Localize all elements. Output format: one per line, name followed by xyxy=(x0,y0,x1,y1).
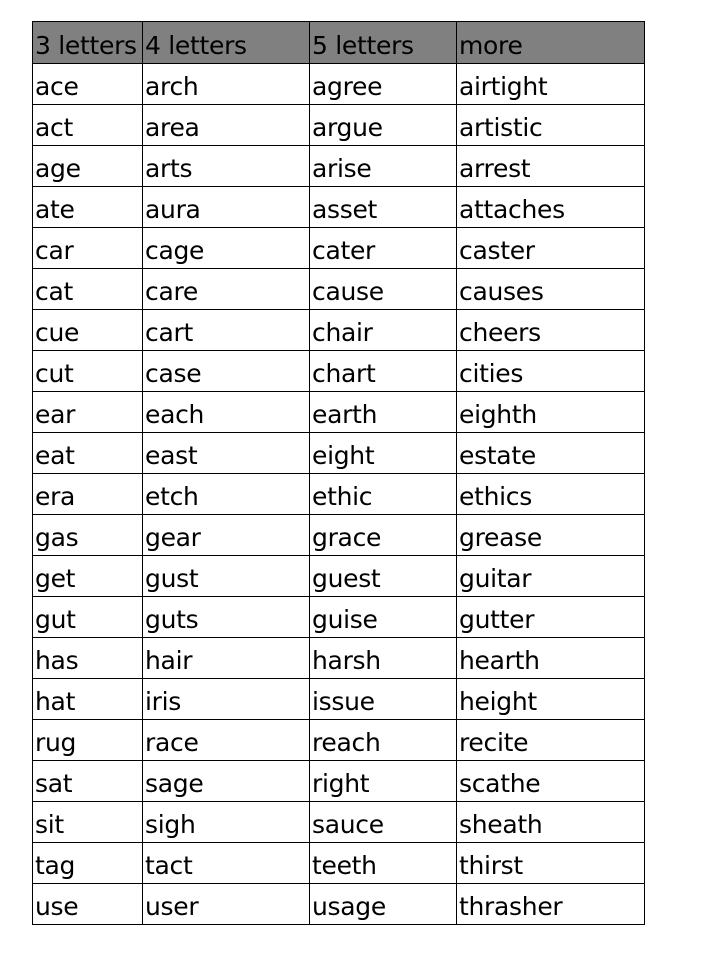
word-text: get xyxy=(35,564,76,593)
word-cell-4-letters xyxy=(143,269,310,310)
word-cell-4-letters xyxy=(143,228,310,269)
table-row xyxy=(33,556,645,597)
word-cell-3-letters xyxy=(33,597,143,638)
word-text: user xyxy=(145,892,199,921)
word-text: agree xyxy=(312,72,383,101)
word-cell-5-letters xyxy=(310,105,457,146)
word-cell-5-letters xyxy=(310,187,457,228)
word-text: race xyxy=(145,728,199,757)
word-text: grace xyxy=(312,523,382,552)
word-text: hair xyxy=(145,646,193,675)
word-cell-3-letters xyxy=(33,802,143,843)
word-cell-3-letters xyxy=(33,720,143,761)
word-text: case xyxy=(145,359,202,388)
word-cell-more xyxy=(457,228,645,269)
word-cell-more xyxy=(457,884,645,925)
word-text: cheers xyxy=(459,318,541,347)
word-cell-4-letters xyxy=(143,187,310,228)
table-row xyxy=(33,843,645,884)
table-body xyxy=(33,64,645,925)
word-cell-5-letters xyxy=(310,269,457,310)
word-cell-more xyxy=(457,556,645,597)
word-cell-5-letters xyxy=(310,515,457,556)
word-cell-more xyxy=(457,146,645,187)
word-cell-4-letters xyxy=(143,146,310,187)
table-row xyxy=(33,884,645,925)
word-cell-3-letters xyxy=(33,228,143,269)
table-row xyxy=(33,228,645,269)
word-text: height xyxy=(459,687,537,716)
word-cell-more xyxy=(457,802,645,843)
word-cell-3-letters xyxy=(33,638,143,679)
word-text: arch xyxy=(145,72,199,101)
word-cell-4-letters xyxy=(143,638,310,679)
word-text: area xyxy=(145,113,200,142)
word-cell-4-letters xyxy=(143,351,310,392)
table-row xyxy=(33,392,645,433)
word-text: gas xyxy=(35,523,79,552)
word-text: issue xyxy=(312,687,375,716)
word-text: era xyxy=(35,482,76,511)
word-text: aura xyxy=(145,195,201,224)
word-text: hearth xyxy=(459,646,540,675)
word-cell-more xyxy=(457,187,645,228)
word-cell-more xyxy=(457,64,645,105)
word-cell-3-letters xyxy=(33,761,143,802)
word-text: tact xyxy=(145,851,193,880)
table-row xyxy=(33,269,645,310)
word-text: earth xyxy=(312,400,378,429)
word-text: cat xyxy=(35,277,73,306)
word-cell-5-letters xyxy=(310,720,457,761)
header-row xyxy=(33,22,645,64)
table-row xyxy=(33,679,645,720)
word-text: use xyxy=(35,892,79,921)
word-text: cage xyxy=(145,236,205,265)
word-cell-4-letters xyxy=(143,433,310,474)
word-cell-4-letters xyxy=(143,761,310,802)
header-cell-4-letters: 4 letters xyxy=(143,22,310,64)
word-cell-5-letters xyxy=(310,474,457,515)
word-text: east xyxy=(145,441,198,470)
word-text: arrest xyxy=(459,154,531,183)
word-text: thrasher xyxy=(459,892,563,921)
word-cell-4-letters xyxy=(143,105,310,146)
word-text: car xyxy=(35,236,74,265)
word-text: cause xyxy=(312,277,384,306)
table-row xyxy=(33,351,645,392)
word-text: each xyxy=(145,400,205,429)
word-cell-more xyxy=(457,433,645,474)
word-text: ethics xyxy=(459,482,532,511)
word-cell-3-letters xyxy=(33,269,143,310)
word-text: has xyxy=(35,646,79,675)
header-cell-5-letters: 5 letters xyxy=(310,22,457,64)
word-cell-3-letters xyxy=(33,884,143,925)
table-row xyxy=(33,187,645,228)
word-cell-more xyxy=(457,105,645,146)
word-cell-5-letters xyxy=(310,433,457,474)
word-cell-5-letters xyxy=(310,843,457,884)
word-text: thirst xyxy=(459,851,523,880)
word-text: chair xyxy=(312,318,373,347)
word-cell-more xyxy=(457,720,645,761)
word-cell-4-letters xyxy=(143,884,310,925)
table-row xyxy=(33,802,645,843)
word-text: scathe xyxy=(459,769,541,798)
word-text: asset xyxy=(312,195,378,224)
header-cell-more: more xyxy=(457,22,645,64)
table-row xyxy=(33,64,645,105)
word-cell-3-letters xyxy=(33,105,143,146)
word-text: sheath xyxy=(459,810,543,839)
word-text: recite xyxy=(459,728,529,757)
table-row xyxy=(33,146,645,187)
word-cell-4-letters xyxy=(143,392,310,433)
word-cell-5-letters xyxy=(310,638,457,679)
word-cell-more xyxy=(457,679,645,720)
table-row xyxy=(33,310,645,351)
word-list-table xyxy=(32,21,645,925)
word-cell-4-letters xyxy=(143,597,310,638)
word-cell-5-letters xyxy=(310,556,457,597)
word-text: gut xyxy=(35,605,76,634)
word-text: gutter xyxy=(459,605,535,634)
word-cell-5-letters xyxy=(310,64,457,105)
word-text: airtight xyxy=(459,72,548,101)
word-text: care xyxy=(145,277,198,306)
word-cell-3-letters xyxy=(33,187,143,228)
word-cell-5-letters xyxy=(310,351,457,392)
word-text: guts xyxy=(145,605,199,634)
word-text: arise xyxy=(312,154,372,183)
word-cell-4-letters xyxy=(143,64,310,105)
table-row xyxy=(33,105,645,146)
word-cell-more xyxy=(457,761,645,802)
word-cell-4-letters xyxy=(143,843,310,884)
word-cell-more xyxy=(457,474,645,515)
word-text: arts xyxy=(145,154,193,183)
word-text: right xyxy=(312,769,370,798)
word-cell-4-letters xyxy=(143,720,310,761)
word-text: teeth xyxy=(312,851,377,880)
word-cell-5-letters xyxy=(310,310,457,351)
word-cell-5-letters xyxy=(310,679,457,720)
word-text: usage xyxy=(312,892,386,921)
word-cell-3-letters xyxy=(33,310,143,351)
word-text: ethic xyxy=(312,482,373,511)
word-cell-4-letters xyxy=(143,310,310,351)
word-cell-more xyxy=(457,392,645,433)
word-text: hat xyxy=(35,687,76,716)
word-cell-more xyxy=(457,310,645,351)
word-text: estate xyxy=(459,441,536,470)
word-text: cart xyxy=(145,318,193,347)
word-cell-3-letters xyxy=(33,556,143,597)
word-cell-5-letters xyxy=(310,761,457,802)
word-text: sit xyxy=(35,810,64,839)
word-cell-3-letters xyxy=(33,474,143,515)
word-text: ace xyxy=(35,72,79,101)
word-text: chart xyxy=(312,359,376,388)
word-text: sigh xyxy=(145,810,196,839)
word-text: guitar xyxy=(459,564,532,593)
word-text: act xyxy=(35,113,73,142)
word-text: caster xyxy=(459,236,535,265)
word-text: cater xyxy=(312,236,376,265)
word-text: iris xyxy=(145,687,181,716)
word-cell-5-letters xyxy=(310,884,457,925)
word-text: cities xyxy=(459,359,524,388)
word-text: harsh xyxy=(312,646,381,675)
table-row xyxy=(33,761,645,802)
word-cell-3-letters xyxy=(33,392,143,433)
word-text: tag xyxy=(35,851,76,880)
word-cell-more xyxy=(457,597,645,638)
word-text: sauce xyxy=(312,810,384,839)
word-text: age xyxy=(35,154,81,183)
word-text: ear xyxy=(35,400,76,429)
word-text: gust xyxy=(145,564,199,593)
word-cell-4-letters xyxy=(143,679,310,720)
word-cell-3-letters xyxy=(33,679,143,720)
word-text: ate xyxy=(35,195,75,224)
word-cell-5-letters xyxy=(310,802,457,843)
word-cell-3-letters xyxy=(33,433,143,474)
word-cell-more xyxy=(457,638,645,679)
word-text: causes xyxy=(459,277,544,306)
word-cell-5-letters xyxy=(310,146,457,187)
word-cell-5-letters xyxy=(310,228,457,269)
word-text: grease xyxy=(459,523,542,552)
word-text: argue xyxy=(312,113,383,142)
word-cell-3-letters xyxy=(33,146,143,187)
word-cell-4-letters xyxy=(143,474,310,515)
word-text: cut xyxy=(35,359,74,388)
table-row xyxy=(33,515,645,556)
word-cell-5-letters xyxy=(310,597,457,638)
word-text: gear xyxy=(145,523,201,552)
table-row xyxy=(33,474,645,515)
word-cell-more xyxy=(457,515,645,556)
word-cell-more xyxy=(457,351,645,392)
word-cell-3-letters xyxy=(33,843,143,884)
word-cell-5-letters xyxy=(310,392,457,433)
table-row xyxy=(33,720,645,761)
word-text: guise xyxy=(312,605,378,634)
table-row xyxy=(33,433,645,474)
word-cell-more xyxy=(457,843,645,884)
word-text: eighth xyxy=(459,400,537,429)
word-text: cue xyxy=(35,318,80,347)
table-row xyxy=(33,638,645,679)
word-text: etch xyxy=(145,482,199,511)
word-text: reach xyxy=(312,728,381,757)
word-text: sage xyxy=(145,769,204,798)
word-cell-more xyxy=(457,269,645,310)
table-row xyxy=(33,597,645,638)
word-text: rug xyxy=(35,728,77,757)
word-cell-4-letters xyxy=(143,556,310,597)
word-cell-3-letters xyxy=(33,351,143,392)
word-cell-3-letters xyxy=(33,515,143,556)
word-text: artistic xyxy=(459,113,543,142)
header-cell-3-letters: 3 letters xyxy=(33,22,143,64)
word-text: attaches xyxy=(459,195,565,224)
word-cell-4-letters xyxy=(143,802,310,843)
word-text: sat xyxy=(35,769,73,798)
word-text: guest xyxy=(312,564,381,593)
word-cell-3-letters xyxy=(33,64,143,105)
word-text: eat xyxy=(35,441,75,470)
word-cell-4-letters xyxy=(143,515,310,556)
word-text: eight xyxy=(312,441,375,470)
